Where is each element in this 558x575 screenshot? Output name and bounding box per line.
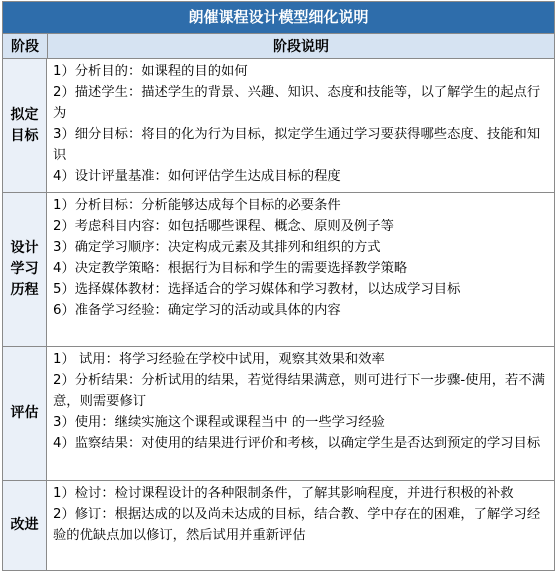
list-item: 4）监察结果：对使用的结果进行评价和考核，以确定学生是否达到预定的学习目标 xyxy=(53,436,541,451)
table-row-improve xyxy=(3,481,554,570)
stage-cell: 改进 xyxy=(3,481,47,570)
stage-cell: 评估 xyxy=(3,347,47,480)
list-item: 2）描述学生：描述学生的背景、兴趣、知识、态度和技能等，以了解学生的起点行为 xyxy=(53,85,541,121)
header-description: 阶段说明 xyxy=(273,39,329,55)
list-item: 1）检讨：检讨课程设计的各种限制条件，了解其影响程度，并进行积极的补救 xyxy=(53,486,514,501)
table-row-design-process xyxy=(3,193,554,347)
model-table xyxy=(2,1,555,571)
stage-cell: 拟定目标 xyxy=(3,59,47,192)
list-item: 1）分析目的：如课程的目的如何 xyxy=(53,64,248,79)
list-item: 3）确定学习顺序：决定构成元素及其排列和组织的方式 xyxy=(53,240,381,255)
list-item: 2）分析结果：分析试用的结果，若觉得结果满意，则可进行下一步骤-使用，若不满意，则需要修订 xyxy=(53,373,545,409)
list-item: 1）分析目标：分析能够达成每个目标的必要条件 xyxy=(53,198,341,213)
stage-cell: 设计学习历程 xyxy=(3,193,47,346)
list-item: 1） 试用：将学习经验在学校中试用，观察其效果和效率 xyxy=(53,352,385,367)
list-item: 3）使用：继续实施这个课程或课程当中 的一些学习经验 xyxy=(53,415,385,430)
list-item: 5）选择媒体教材：选择适合的学习媒体和学习教材，以达成学习目标 xyxy=(53,282,461,297)
table-row-set-goals xyxy=(3,59,554,193)
list-item: 6）准备学习经验：确定学习的活动或具体的内容 xyxy=(53,303,341,318)
list-item: 3）细分目标：将目的化为行为目标，拟定学生通过学习要获得哪些态度、技能和知识 xyxy=(53,127,541,163)
list-item: 4）设计评量基准：如何评估学生达成目标的程度 xyxy=(53,169,341,184)
table-row-evaluate xyxy=(3,347,554,481)
list-item: 2）修订：根据达成的以及尚未达成的目标，结合教、学中存在的困难，了解学习经验的优缺点加以修订，然后试用并重新评估 xyxy=(53,507,541,543)
list-item: 4）决定教学策略：根据行为目标和学生的需要选择教学策略 xyxy=(53,261,408,276)
description-cell xyxy=(47,59,554,192)
description-cell xyxy=(47,347,554,480)
header-stage: 阶段 xyxy=(3,34,48,58)
table-header-row xyxy=(3,34,554,59)
table-title: 朗催课程设计模型细化说明 xyxy=(3,2,554,34)
list-item: 2）考虑科目内容：如包括哪些课程、概念、原则及例子等 xyxy=(53,219,394,234)
description-cell xyxy=(47,193,554,346)
description-cell xyxy=(47,481,554,570)
